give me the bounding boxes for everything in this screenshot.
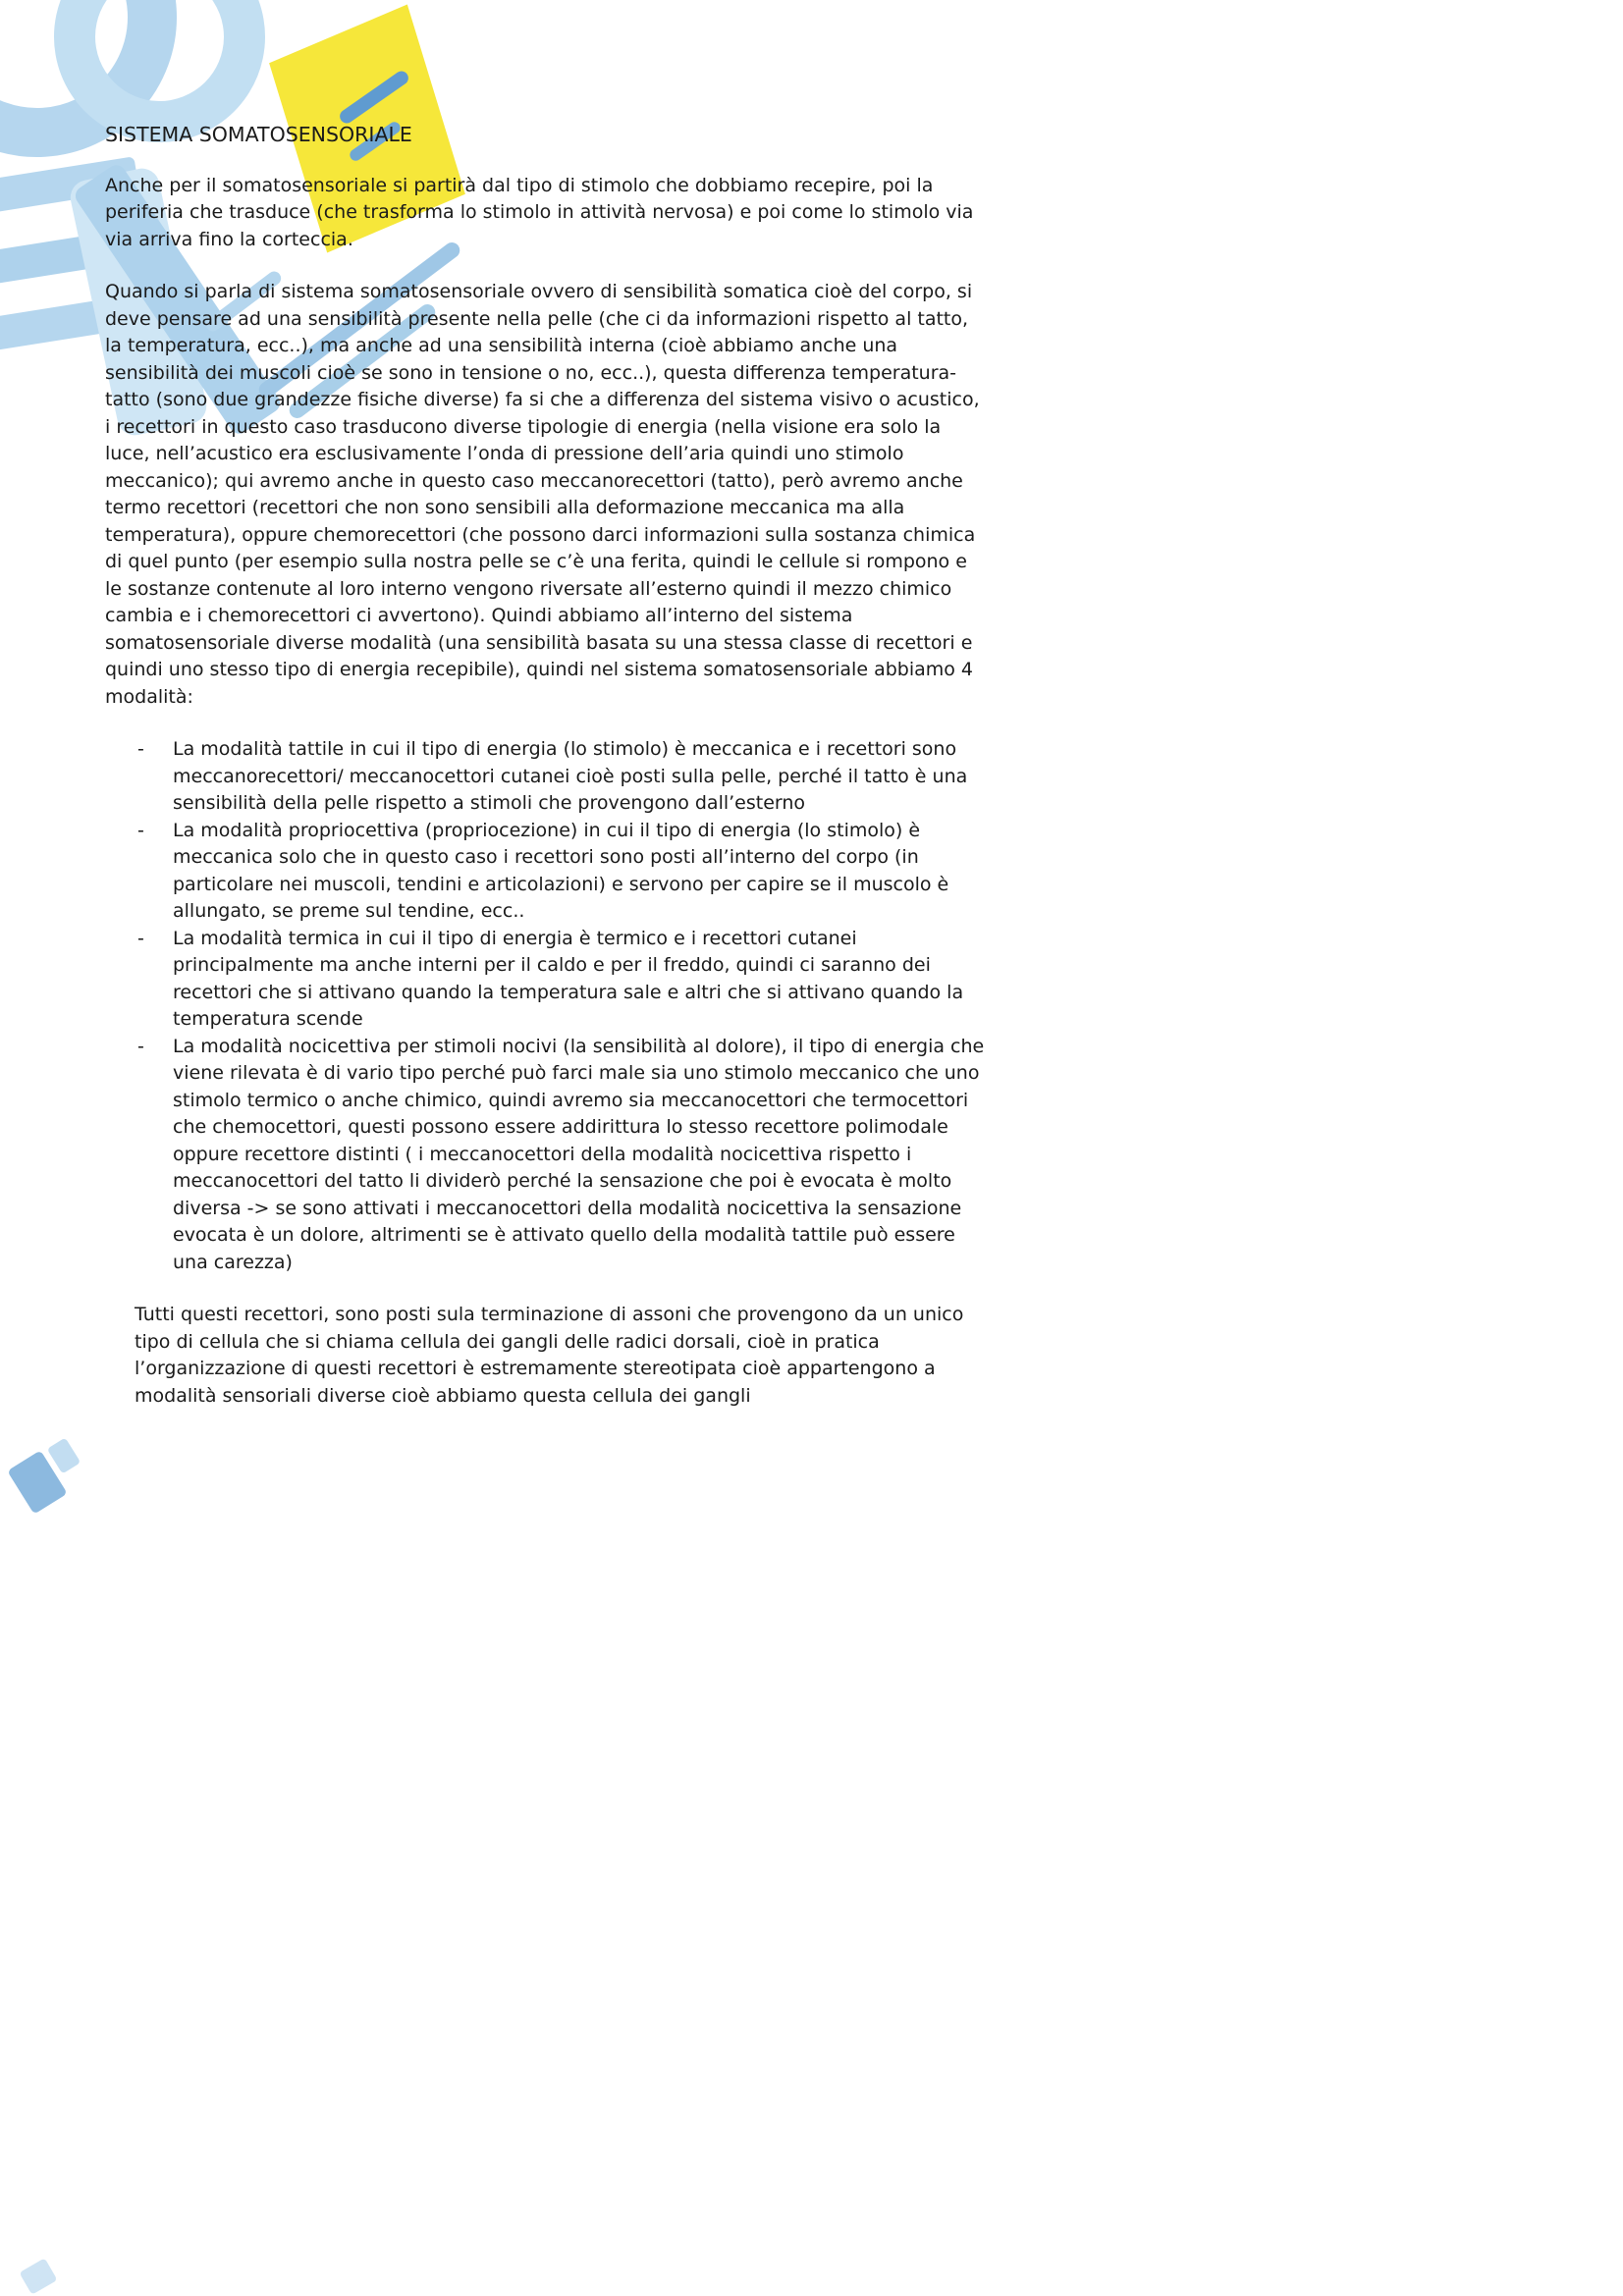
document-title: SISTEMA SOMATOSENSORIALE: [105, 123, 412, 146]
closing-paragraph: Tutti questi recettori, sono posti sula terminazione di assoni che provengono da un unico tipo di cellula che si chiama cellula dei gangli delle radici dorsali, cioè in pratica l’organizzazione di questi recettori è estremamente stereotipata cioè appartengono a modalità sensoriali diverse cioè abbiamo questa cellula dei gangli: [135, 1304, 964, 1407]
list-dash-marker: -: [137, 927, 144, 949]
intro-paragraph: Anche per il somatosensoriale si partirà dal tipo di stimolo che dobbiamo recepire, poi la periferia che trasduce (che trasforma lo stimolo in attività nervosa) e poi come lo stimolo via via arriva fino la corteccia.: [105, 174, 974, 250]
list-item-nocicettiva: [105, 1034, 985, 1277]
list-item-text: La modalità propriocettiva (propriocezione) in cui il tipo di energia (lo stimolo) è meccanica solo che in questo caso i recettori sono posti all’interno del corpo (in particolare nei muscoli, tendini e articolazioni) e servono per capire se il muscolo è allungato, se preme sul tendine, ecc..: [173, 819, 949, 922]
list-item-tattile: [105, 736, 985, 818]
list-dash-marker: -: [137, 819, 144, 841]
watermark-fragment: [20, 2258, 58, 2295]
list-item-text: La modalità tattile in cui il tipo di energia (lo stimolo) è meccanica e i recettori sono meccanorecettori/ meccanocettori cutanei cioè posti sulla pelle, perché il tatto è una sensibilità della pelle rispetto a stimoli che provengono dall’esterno: [173, 738, 968, 814]
list-item-propriocettiva: [105, 818, 985, 926]
list-item-text: La modalità nocicettiva per stimoli nocivi (la sensibilità al dolore), il tipo di energia che viene rilevata è di vario tipo perché può farci male sia uno stimolo meccanico che uno stimolo termico o anche chimico, quindi avremo sia meccanocettori che termocettori che chemocettori, questi possono essere addirittura lo stesso recettore polimodale oppure recettore distinti ( i meccanocettori della modalità nocicettiva rispetto i meccanocettori del tatto li dividerò perché la sensazione che poi è evocata è molto diversa -> se sono attivati i meccanocettori della modalità nocicettiva la sensazione evocata è un dolore, altrimenti se è attivato quello della modalità tattile può essere una carezza): [173, 1035, 985, 1273]
list-item-termica: [105, 926, 985, 1034]
list-dash-marker: -: [137, 1035, 144, 1057]
document-content: [105, 122, 985, 1410]
list-dash-marker: -: [137, 738, 144, 760]
main-paragraph: Quando si parla di sistema somatosensoriale ovvero di sensibilità somatica cioè del corpo, si deve pensare ad una sensibilità presente nella pelle (che ci da informazioni rispetto al tatto, la temperatura, ecc..), ma anche ad una sensibilità interna (cioè abbiamo anche una sensibilità dei muscoli cioè se sono in tensione o no, ecc..), questa differenza temperatura-tatto (sono due grandezze fisiche diverse) fa si che a differenza del sistema visivo o acustico, i recettori in questo caso trasducono diverse tipologie di energia (nella visione era solo la luce, nell’acustico era esclusivamente l’onda di pressione dell’aria quindi uno stimolo meccanico); qui avremo anche in questo caso meccanorecettori (tatto), però avremo anche termo recettori (recettori che non sono sensibili alla deformazione meccanica ma alla temperatura), oppure chemorecettori (che possono darci informazioni sulla sostanza chimica di quel punto (per esempio sulla nostra pelle se c’è una ferita, quindi le cellule si rompono e le sostanze contenute al loro interno vengono riversate all’esterno quindi il mezzo chimico cambia e i chemorecettori ci avvertono). Quindi abbiamo all’interno del sistema somatosensoriale diverse modalità (una sensibilità basata su una stessa classe di recettori e quindi uno stesso tipo di energia recepibile), quindi nel sistema somatosensoriale abbiamo 4 modalità:: [105, 281, 980, 708]
list-item-text: La modalità termica in cui il tipo di energia è termico e i recettori cutanei principalmente ma anche interni per il caldo e per il freddo, quindi ci saranno dei recettori che si attivano quando la temperatura sale e altri che si attivano quando la temperatura scende: [173, 927, 964, 1030]
modalities-list: [105, 736, 985, 1276]
